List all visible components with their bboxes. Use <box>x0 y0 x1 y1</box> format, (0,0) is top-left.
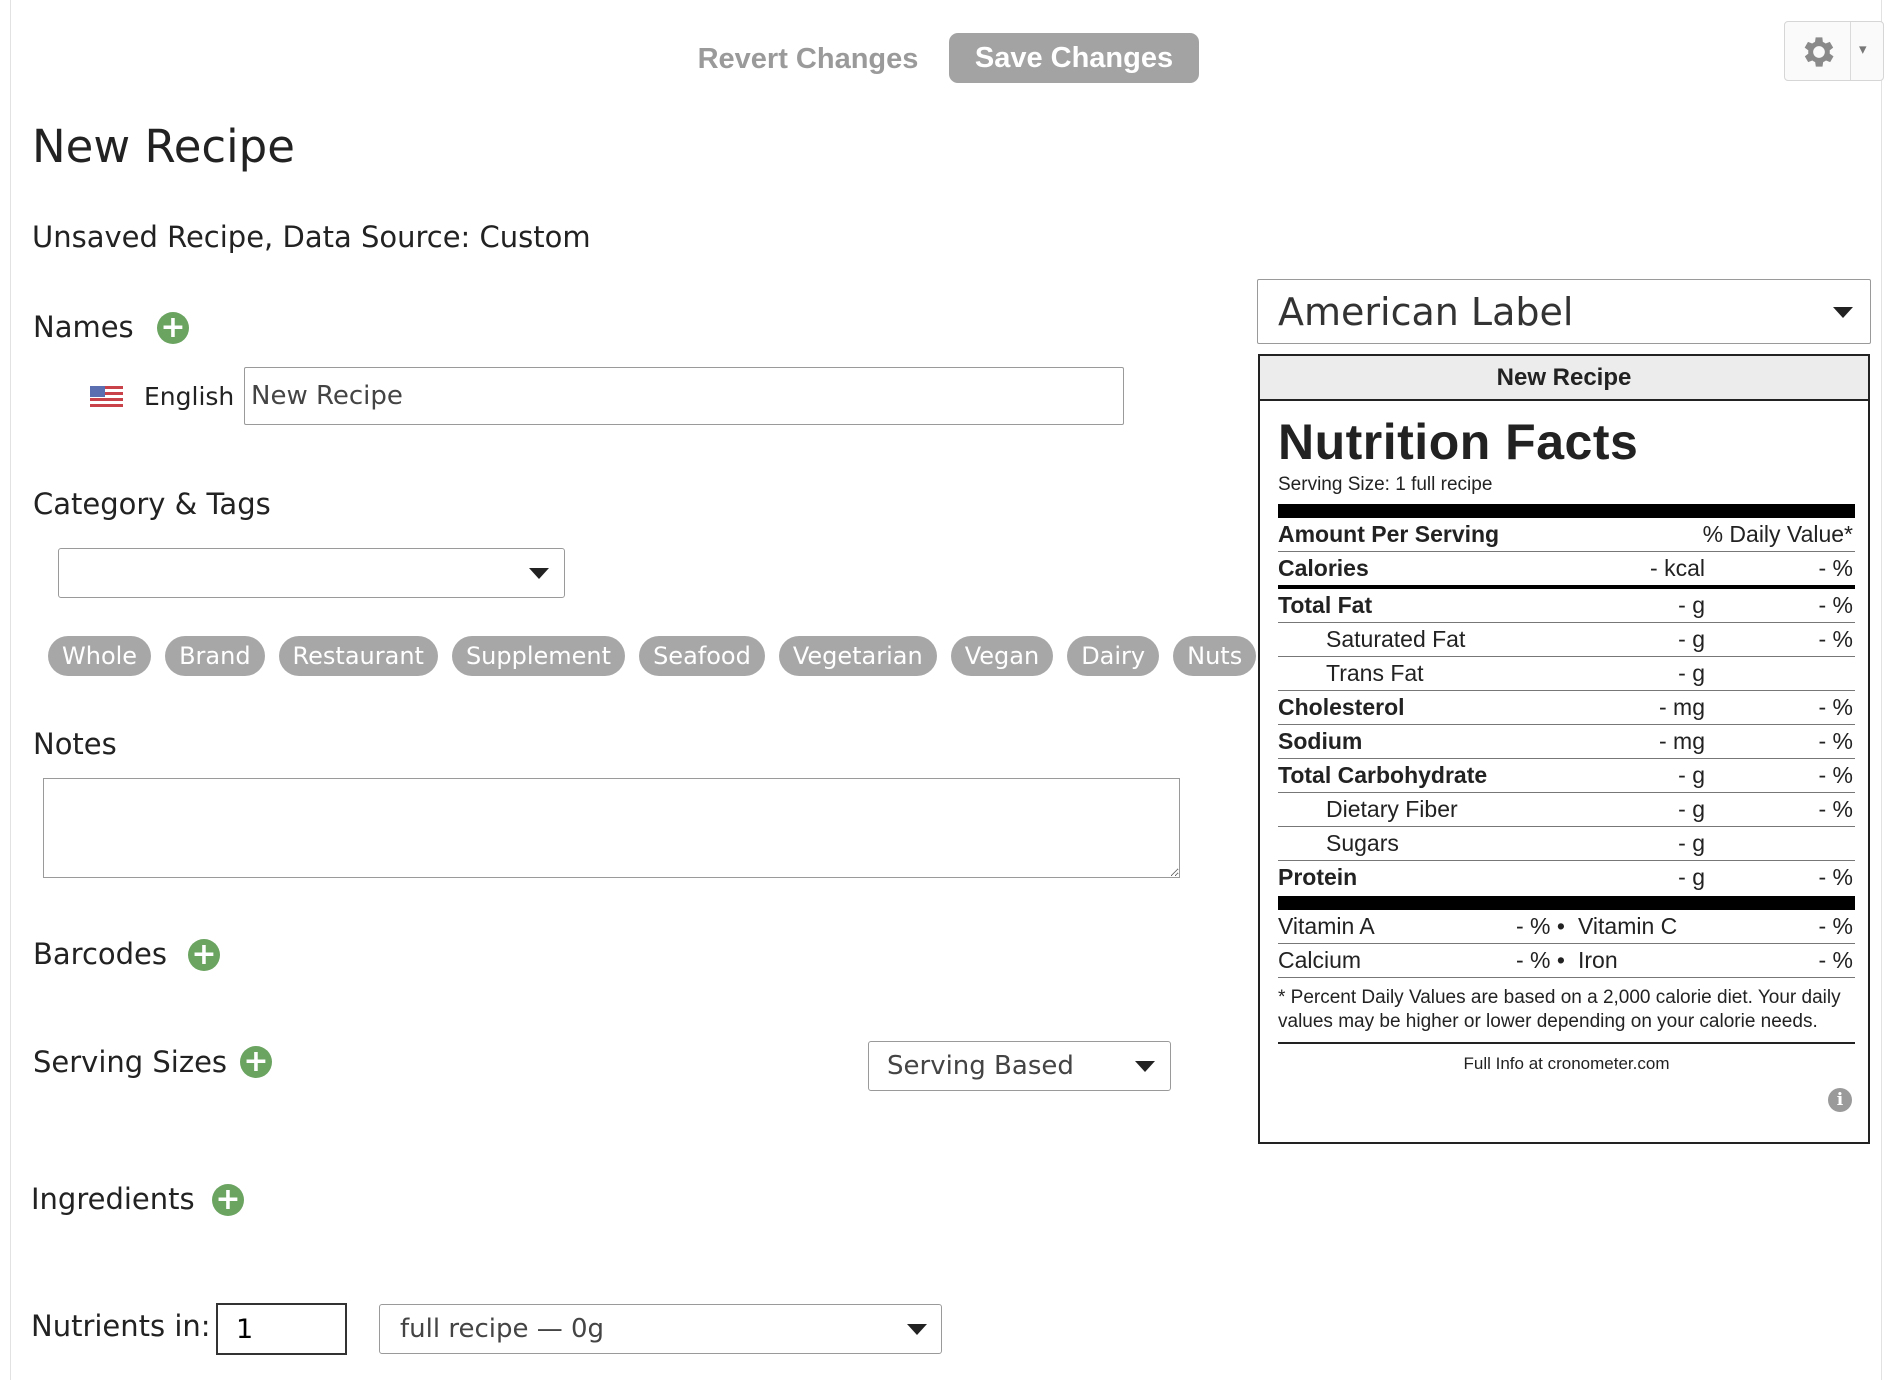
nutrient-row-total-carbohydrate <box>1278 759 1855 793</box>
add-barcode-button[interactable]: + <box>188 939 220 971</box>
nutrient-amount: - g <box>1678 762 1705 788</box>
serving-sizes-label: Serving Sizes <box>33 1045 228 1079</box>
nutrient-row-dietary-fiber <box>1278 793 1855 827</box>
chevron-down-icon <box>1135 1061 1155 1072</box>
nutrition-facts-label <box>1258 354 1870 1144</box>
tag-list <box>48 636 1270 676</box>
nutrient-row-sodium <box>1278 725 1855 759</box>
tag-seafood[interactable]: Seafood <box>639 636 765 676</box>
nutrient-dv: - % <box>1818 864 1853 890</box>
nutrient-amount: - kcal <box>1650 555 1705 581</box>
nutrient-amount: - mg <box>1659 694 1705 720</box>
tag-dairy[interactable]: Dairy <box>1067 636 1159 676</box>
settings-divider <box>1850 22 1851 80</box>
nutrient-row-trans-fat <box>1278 657 1855 691</box>
notes-label: Notes <box>33 727 117 761</box>
add-serving-size-button[interactable]: + <box>240 1046 272 1078</box>
recipe-editor-page <box>10 0 1882 1380</box>
nutrient-amount: - g <box>1678 592 1705 618</box>
add-ingredient-button[interactable]: + <box>212 1184 244 1216</box>
serving-mode-select[interactable] <box>868 1041 1171 1091</box>
names-label: Names <box>33 310 134 344</box>
nutrient-name: Total Carbohydrate <box>1278 762 1488 788</box>
nutrition-facts-title: Nutrition Facts <box>1278 414 1639 470</box>
nutrient-amount: - g <box>1678 864 1705 890</box>
vitamin-dv: - % <box>1818 947 1853 973</box>
add-name-button[interactable]: + <box>157 312 189 344</box>
divider <box>1278 504 1855 518</box>
nutrient-name: Sugars <box>1326 830 1399 856</box>
nutrient-dv: - % <box>1818 626 1853 652</box>
nutrition-label-body <box>1278 414 1855 1074</box>
nutrient-row-total-fat <box>1278 589 1855 623</box>
nutrient-row-saturated-fat <box>1278 623 1855 657</box>
quantity-input[interactable] <box>216 1303 347 1355</box>
language-label: English <box>144 382 235 411</box>
amount-per-serving-label: Amount Per Serving <box>1278 521 1500 547</box>
nutrient-amount: - mg <box>1659 728 1705 754</box>
revert-changes-button[interactable]: Revert Changes <box>697 43 919 75</box>
serving-size-text: Serving Size: 1 full recipe <box>1278 474 1493 495</box>
nutrient-row-sugars <box>1278 827 1855 861</box>
us-flag-icon <box>90 386 123 407</box>
label-type-select[interactable] <box>1257 279 1871 344</box>
vitamin-dv: - % • <box>1516 947 1565 973</box>
chevron-down-icon <box>907 1324 927 1335</box>
nutrient-dv: - % <box>1818 592 1853 618</box>
nutrients-unit-select[interactable] <box>379 1304 942 1354</box>
vitamin-dv: - % <box>1818 913 1853 939</box>
chevron-down-icon <box>1833 307 1853 318</box>
daily-value-footnote: * Percent Daily Values are based on a 2,000 calorie diet. Your daily values may be higher or lower depending on your calorie needs. <box>1278 986 1855 1044</box>
nutrient-row-protein <box>1278 861 1855 894</box>
tag-restaurant[interactable]: Restaurant <box>279 636 438 676</box>
nutrient-dv: - % <box>1818 555 1853 581</box>
tag-brand[interactable]: Brand <box>165 636 264 676</box>
nutrient-amount: - g <box>1678 626 1705 652</box>
settings-menu-button[interactable] <box>1784 21 1884 81</box>
label-type-value: American Label <box>1278 290 1574 334</box>
ingredients-label: Ingredients <box>31 1182 195 1216</box>
gear-icon <box>1799 32 1839 72</box>
nutrient-name: Sodium <box>1278 728 1363 754</box>
nutrient-amount: - g <box>1678 830 1705 856</box>
vitamin-row-calcium-iron <box>1278 944 1855 978</box>
category-select[interactable] <box>58 548 565 598</box>
nutrient-dv: - % <box>1818 796 1853 822</box>
recipe-status: Unsaved Recipe, Data Source: Custom <box>32 220 591 254</box>
tag-vegetarian[interactable]: Vegetarian <box>779 636 937 676</box>
barcodes-label: Barcodes <box>33 937 167 971</box>
nutrient-dv: - % <box>1818 728 1853 754</box>
daily-value-header: % Daily Value* <box>1702 521 1853 547</box>
amount-per-serving-row <box>1278 518 1855 552</box>
tag-vegan[interactable]: Vegan <box>951 636 1053 676</box>
vitamin-name: Calcium <box>1278 947 1362 973</box>
nutrient-name: Trans Fat <box>1326 660 1424 686</box>
vitamin-name: Iron <box>1578 947 1618 973</box>
nutrition-label-recipe-name: New Recipe <box>1260 356 1868 401</box>
category-tags-label: Category & Tags <box>33 487 271 521</box>
vitamin-row-a-c <box>1278 910 1855 944</box>
divider <box>1278 896 1855 910</box>
vitamin-name: Vitamin C <box>1578 913 1678 939</box>
nutrient-row-cholesterol <box>1278 691 1855 725</box>
nutrient-dv: - % <box>1818 762 1853 788</box>
nutrient-name: Calories <box>1278 555 1369 581</box>
nutrient-name: Dietary Fiber <box>1326 796 1458 822</box>
nutrient-name: Total Fat <box>1278 592 1373 618</box>
nutrient-amount: - g <box>1678 660 1705 686</box>
nutrient-name: Saturated Fat <box>1326 626 1466 652</box>
recipe-name-input[interactable] <box>244 367 1124 425</box>
chevron-down-icon[interactable]: ▾ <box>1859 41 1867 58</box>
nutrients-unit-value: full recipe — 0g <box>400 1314 605 1344</box>
serving-mode-value: Serving Based <box>887 1051 1074 1081</box>
vitamin-name: Vitamin A <box>1278 913 1375 939</box>
nutrient-name: Protein <box>1278 864 1358 890</box>
nutrient-name: Cholesterol <box>1278 694 1405 720</box>
nutrient-amount: - g <box>1678 796 1705 822</box>
info-icon[interactable]: i <box>1828 1088 1852 1112</box>
tag-supplement[interactable]: Supplement <box>452 636 625 676</box>
nutrient-dv: - % <box>1818 694 1853 720</box>
full-info-link[interactable]: Full Info at cronometer.com <box>1463 1054 1670 1073</box>
notes-textarea[interactable] <box>43 778 1180 878</box>
nutrients-in-label: Nutrients in: <box>31 1309 211 1343</box>
page-title: New Recipe <box>32 120 295 173</box>
nutrient-row-calories <box>1278 552 1855 589</box>
vitamin-dv: - % • <box>1516 913 1565 939</box>
tag-whole[interactable]: Whole <box>48 636 151 676</box>
save-changes-button[interactable]: Save Changes <box>949 33 1199 83</box>
tag-nuts[interactable]: Nuts <box>1173 636 1256 676</box>
chevron-down-icon <box>529 568 549 579</box>
